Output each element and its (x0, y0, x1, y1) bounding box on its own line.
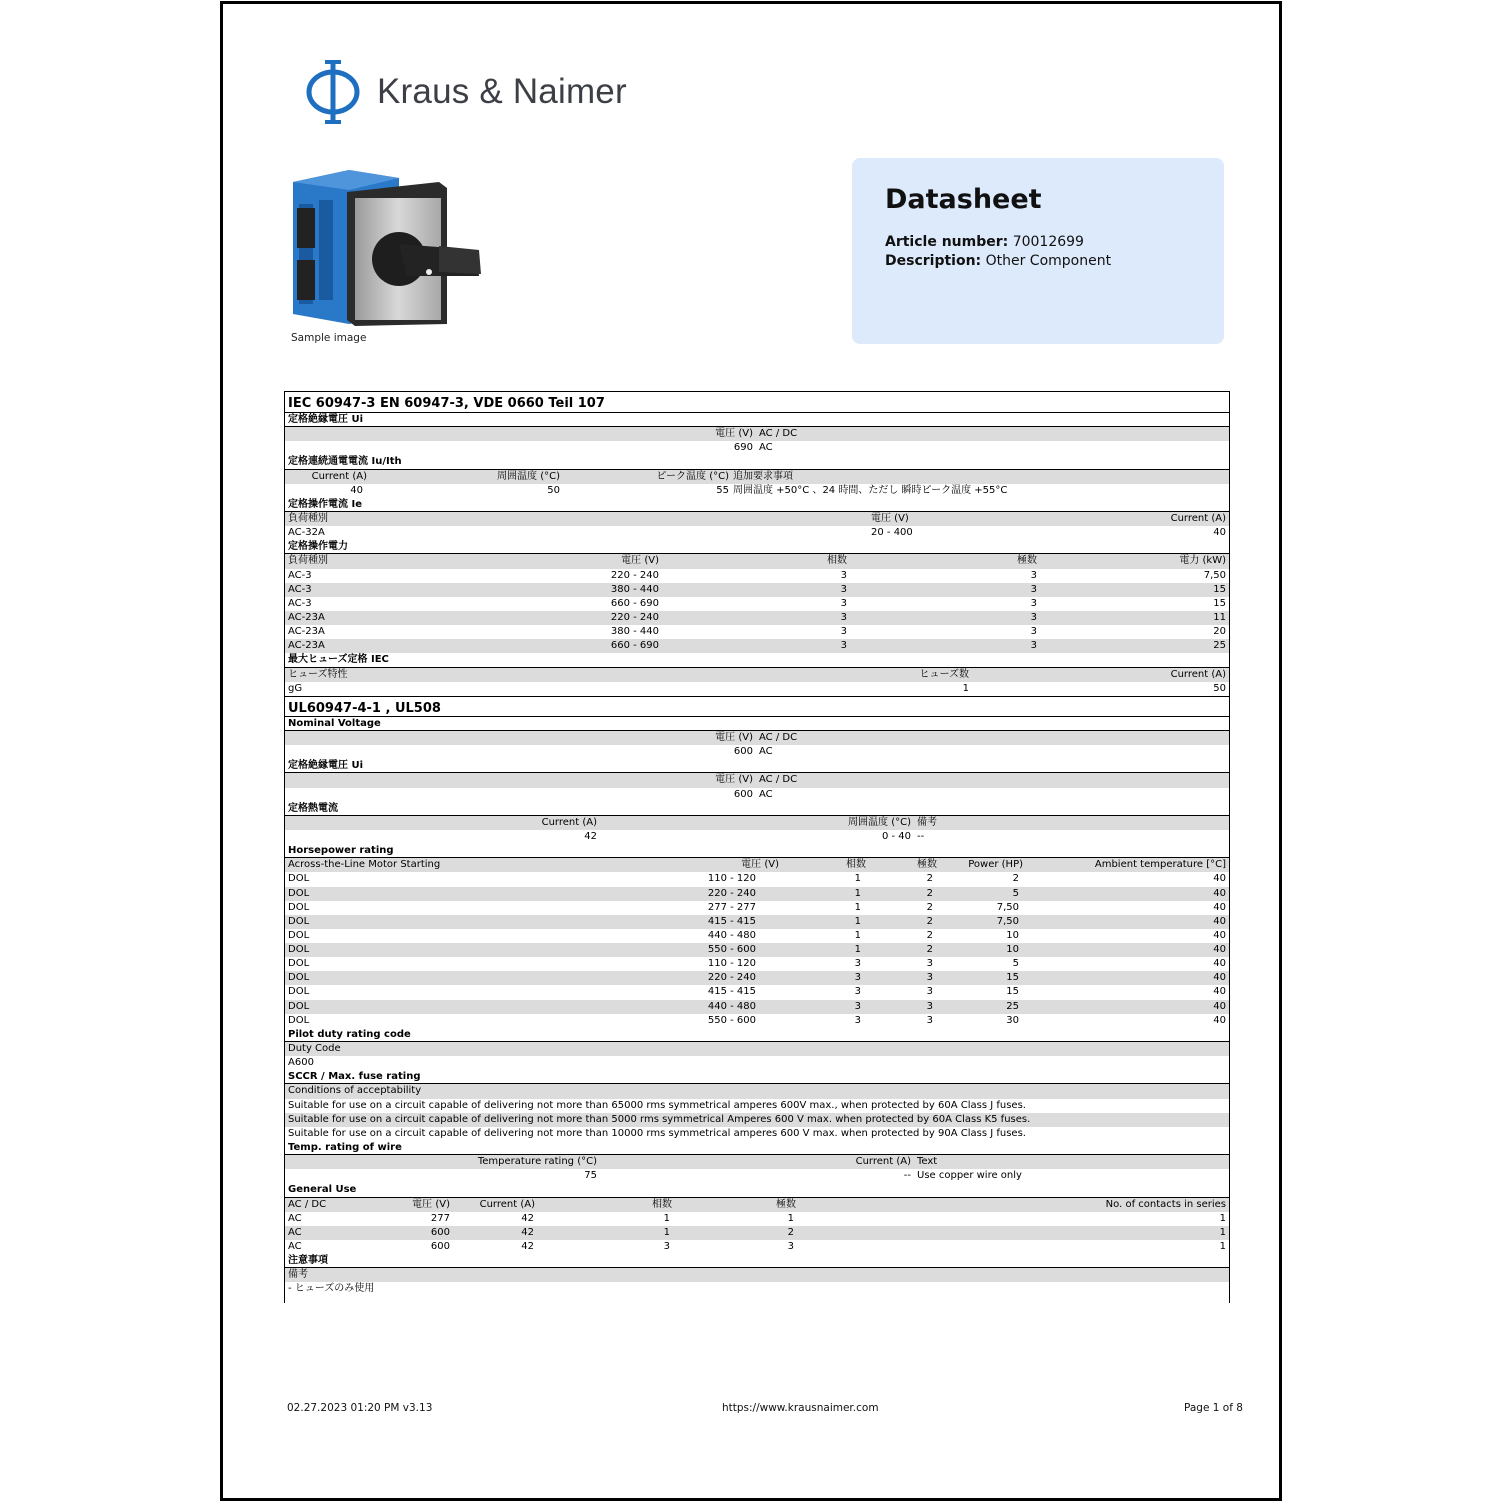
header-cell: Current (A) (1170, 668, 1226, 680)
header-cell: Across-the-Line Motor Starting (288, 859, 441, 871)
table-cell: 3 (663, 1241, 670, 1253)
table-row (285, 887, 1229, 901)
table-cell: 550 - 600 (707, 944, 756, 956)
table-cell: DOL (288, 944, 310, 956)
description-row (885, 253, 1111, 269)
header-cell: Duty Code (288, 1043, 341, 1055)
table-header (285, 1084, 1229, 1098)
table-cell: 周囲温度 +50°C 、24 時間、ただし 瞬時ピーク温度 +55°C (733, 484, 1008, 496)
table-cell: 40 (350, 484, 363, 496)
table-cell: 1 (1219, 1212, 1226, 1224)
header-cell: 周囲温度 (°C) (497, 470, 560, 482)
header-cell: Current (A) (541, 816, 597, 828)
table-cell: - ヒューズのみ使用 (288, 1283, 375, 1295)
table-row (285, 682, 1229, 696)
table-cell: DOL (288, 972, 310, 984)
table-cell: 1 (787, 1212, 794, 1224)
table-cell: 7,50 (996, 901, 1019, 913)
table-cell: 3 (840, 640, 847, 652)
table-cell: 220 - 240 (707, 972, 756, 984)
section-label: 定格連続通電電流 Iu/Ith (285, 455, 1229, 469)
product-image (289, 164, 489, 334)
section-label: 定格操作電力 (285, 540, 1229, 554)
table-cell: 600 (733, 746, 753, 758)
table-cell: 277 (430, 1212, 450, 1224)
section-label: 定格絶縁電圧 Ui (285, 413, 1229, 427)
ul-standard-title: UL60947-4-1 , UL508 (285, 696, 1229, 717)
table-cell: 380 - 440 (610, 626, 659, 638)
table-row (285, 441, 1229, 455)
table-row (285, 569, 1229, 583)
table-cell: 220 - 240 (610, 569, 659, 581)
table-cell: 1 (663, 1226, 670, 1238)
table-cell: 220 - 240 (707, 887, 756, 899)
table-cell: 50 (547, 484, 560, 496)
section-label: 定格熱電流 (285, 802, 1229, 816)
table-cell: 690 (733, 442, 753, 454)
table-cell: 15 (1006, 986, 1019, 998)
table-cell: 2 (926, 901, 933, 913)
header-cell: 極数 (1017, 555, 1037, 567)
table-cell: 415 - 415 (707, 915, 756, 927)
table-cell: DOL (288, 958, 310, 970)
table-row (285, 1212, 1229, 1226)
table-cell: 3 (854, 972, 861, 984)
header-cell: 負荷種別 (288, 512, 328, 524)
table-cell: 3 (1030, 640, 1037, 652)
table-cell: AC-23A (288, 640, 325, 652)
table-cell: -- (903, 1170, 911, 1182)
table-row (285, 1282, 1229, 1296)
table-header (285, 512, 1229, 526)
article-number-label: Article number: (885, 234, 1009, 250)
table-cell: 3 (926, 1000, 933, 1012)
table-cell: 7,50 (1203, 569, 1226, 581)
table-cell: 40 (1213, 887, 1226, 899)
sample-image-caption: Sample image (291, 332, 367, 344)
table-cell: 3 (1030, 611, 1037, 623)
table-cell: 1 (854, 915, 861, 927)
table-cell: DOL (288, 873, 310, 885)
footer-url[interactable]: https://www.krausnaimer.com (722, 1402, 879, 1414)
header-cell: Current (A) (855, 1156, 911, 1168)
table-row (285, 625, 1229, 639)
table-header (285, 1198, 1229, 1212)
section-label: SCCR / Max. fuse rating (285, 1070, 1229, 1084)
table-cell: 277 - 277 (707, 901, 756, 913)
table-row (285, 1113, 1229, 1127)
table-cell: 42 (521, 1212, 534, 1224)
table-cell: 3 (854, 958, 861, 970)
table-cell: AC-3 (288, 569, 312, 581)
table-cell: 600 (733, 788, 753, 800)
table-cell: 3 (840, 611, 847, 623)
table-cell: 42 (584, 830, 597, 842)
table-header (285, 1155, 1229, 1169)
table-cell: AC (288, 1241, 302, 1253)
table-cell: 25 (1006, 1000, 1019, 1012)
table-cell: 660 - 690 (610, 597, 659, 609)
section-label: Pilot duty rating code (285, 1028, 1229, 1042)
table-row (285, 901, 1229, 915)
header-cell: Ambient temperature [°C] (1094, 859, 1226, 871)
table-cell: 660 - 690 (610, 640, 659, 652)
header-cell: 電力 (kW) (1179, 555, 1226, 567)
table-cell: AC (759, 746, 773, 758)
header-cell: 相数 (652, 1198, 672, 1210)
table-header (285, 816, 1229, 830)
table-cell: DOL (288, 1014, 310, 1026)
table-header (285, 554, 1229, 568)
header-cell: ヒューズ数 (919, 668, 969, 680)
table-cell: 440 - 480 (707, 929, 756, 941)
table-cell: DOL (288, 1000, 310, 1012)
table-header (285, 668, 1229, 682)
header-cell: Power (HP) (968, 859, 1023, 871)
header-cell: 電圧 (V) (741, 859, 779, 871)
table-row (285, 1127, 1229, 1141)
table-cell: 1 (854, 929, 861, 941)
table-row (285, 1099, 1229, 1113)
table-cell: A600 (288, 1057, 314, 1069)
table-cell: 3 (1030, 626, 1037, 638)
header-cell: Current (A) (479, 1198, 535, 1210)
header-cell: 負荷種別 (288, 555, 328, 567)
table-row (285, 1240, 1229, 1254)
table-header (285, 731, 1229, 745)
table-row (285, 943, 1229, 957)
table-cell: 2 (926, 873, 933, 885)
table-cell: Use copper wire only (917, 1170, 1022, 1182)
table-cell: 110 - 120 (707, 958, 756, 970)
table-cell: 600 (430, 1241, 450, 1253)
header-cell: Current (A) (311, 470, 367, 482)
table-row (285, 1056, 1229, 1070)
iec-standard-title: IEC 60947-3 EN 60947-3, VDE 0660 Teil 107 (285, 392, 1229, 413)
table-cell: 75 (584, 1170, 597, 1182)
header-cell: 周囲温度 (°C) (848, 816, 911, 828)
table-cell: 600 (430, 1226, 450, 1238)
datasheet-title: Datasheet (885, 184, 1042, 215)
table-cell: AC-23A (288, 626, 325, 638)
footer-page-number: Page 1 of 8 (1184, 1402, 1243, 1414)
table-cell: 3 (1030, 583, 1037, 595)
horsepower-rows (285, 872, 1229, 1028)
header-cell: AC / DC (759, 731, 798, 743)
header-cell: AC / DC (288, 1198, 327, 1210)
table-cell: 550 - 600 (707, 1014, 756, 1026)
table-cell: AC (288, 1226, 302, 1238)
table-cell: 3 (854, 1014, 861, 1026)
header-cell: 備考 (917, 816, 937, 828)
table-cell: 7,50 (996, 915, 1019, 927)
table-cell: 40 (1213, 1014, 1226, 1026)
header-cell: 電圧 (V) (621, 555, 659, 567)
table-cell: 1 (854, 887, 861, 899)
table-row (285, 929, 1229, 943)
table-row (285, 597, 1229, 611)
table-cell: DOL (288, 929, 310, 941)
table-cell: 1 (854, 901, 861, 913)
section-label: General Use (285, 1183, 1229, 1197)
datasheet-info-box (852, 158, 1224, 344)
description-label: Description: (885, 253, 982, 269)
table-row (285, 1014, 1229, 1028)
table-header (285, 773, 1229, 787)
table-row (285, 872, 1229, 886)
table-cell: 40 (1213, 944, 1226, 956)
table-cell: Suitable for use on a circuit capable of delivering not more than 10000 rms symmetrical amperes 600 V max. when protected by 90A Class J fuses. (288, 1127, 1026, 1139)
table-row (285, 526, 1229, 540)
table-cell: 3 (926, 986, 933, 998)
table-cell: 2 (926, 929, 933, 941)
table-cell: 2 (787, 1226, 794, 1238)
header-cell: 電圧 (V) (412, 1198, 450, 1210)
table-cell: 3 (840, 569, 847, 581)
table-cell: 15 (1006, 972, 1019, 984)
table-cell: 1 (962, 682, 969, 694)
table-row (285, 830, 1229, 844)
table-cell: 2 (926, 887, 933, 899)
header-cell: 相数 (846, 859, 866, 871)
table-row (285, 639, 1229, 653)
table-cell: gG (288, 682, 303, 694)
table-cell: 415 - 415 (707, 986, 756, 998)
table-row (285, 788, 1229, 802)
table-cell: Suitable for use on a circuit capable of delivering not more than 65000 rms symmetrical amperes 600V max., when protected by 60A Class J fuses. (288, 1099, 1026, 1111)
section-label: 定格絶縁電圧 Ui (285, 759, 1229, 773)
table-header (285, 470, 1229, 484)
header-cell: AC / DC (759, 428, 798, 440)
table-row (285, 484, 1229, 498)
header-cell: 電圧 (V) (715, 428, 753, 440)
phi-logo-icon (305, 58, 363, 126)
table-cell: -- (917, 830, 925, 842)
table-cell: 40 (1213, 527, 1226, 539)
section-label: Horsepower rating (285, 844, 1229, 858)
table-cell: AC-32A (288, 527, 325, 539)
table-cell: 42 (521, 1241, 534, 1253)
header-cell: 電圧 (V) (715, 774, 753, 786)
table-cell: DOL (288, 887, 310, 899)
description-value: Other Component (985, 253, 1112, 269)
section-label: 最大ヒューズ定格 IEC (285, 653, 1229, 667)
header-cell: ヒューズ特性 (288, 668, 348, 680)
table-cell: 40 (1213, 986, 1226, 998)
table-cell: 220 - 240 (610, 611, 659, 623)
table-header (285, 1268, 1229, 1282)
table-cell: 3 (854, 1000, 861, 1012)
table-cell: AC (288, 1212, 302, 1224)
table-cell: 55 (716, 484, 729, 496)
table-cell: 3 (840, 626, 847, 638)
header-cell: ピーク温度 (°C) (656, 470, 729, 482)
header-cell: 相数 (827, 555, 847, 567)
general-use-rows (285, 1212, 1229, 1254)
table-cell: 10 (1006, 929, 1019, 941)
table-row (285, 971, 1229, 985)
section-label: 注意事項 (285, 1254, 1229, 1268)
table-cell: 3 (926, 1014, 933, 1026)
table-cell: 380 - 440 (610, 583, 659, 595)
brand-name: Kraus & Naimer (377, 72, 627, 111)
table-row (285, 915, 1229, 929)
table-cell: 20 - 400 (871, 527, 913, 539)
datasheet-page (220, 1, 1282, 1501)
header-cell: 電圧 (V) (715, 731, 753, 743)
table-cell: DOL (288, 901, 310, 913)
section-label: Nominal Voltage (285, 717, 1229, 731)
table-row (285, 1000, 1229, 1014)
header-cell: Current (A) (1170, 512, 1226, 524)
table-cell: 11 (1213, 611, 1226, 623)
table-row (285, 745, 1229, 759)
table-cell: 0 - 40 (881, 830, 911, 842)
table-cell: 1 (663, 1212, 670, 1224)
table-cell: 40 (1213, 873, 1226, 885)
table-row (285, 611, 1229, 625)
section-label: Temp. rating of wire (285, 1141, 1229, 1155)
table-cell: 20 (1213, 626, 1226, 638)
table-cell: 25 (1213, 640, 1226, 652)
table-cell: AC-23A (288, 611, 325, 623)
table-cell: 440 - 480 (707, 1000, 756, 1012)
table-cell: AC-3 (288, 583, 312, 595)
table-cell: 5 (1012, 887, 1019, 899)
table-cell: 40 (1213, 972, 1226, 984)
table-cell: DOL (288, 915, 310, 927)
table-header (285, 1042, 1229, 1056)
table-cell: 5 (1012, 958, 1019, 970)
header-cell: 追加要求事項 (733, 470, 793, 482)
table-cell: 1 (1219, 1226, 1226, 1238)
table-cell: 3 (926, 972, 933, 984)
article-number-row (885, 234, 1084, 250)
table-header (285, 858, 1229, 872)
table-cell: AC (759, 442, 773, 454)
table-cell: 3 (840, 583, 847, 595)
table-cell: 2 (1012, 873, 1019, 885)
section-label: 定格操作電流 Ie (285, 498, 1229, 512)
table-cell: 2 (926, 944, 933, 956)
table-cell: 1 (1219, 1241, 1226, 1253)
table-cell: 15 (1213, 583, 1226, 595)
header-cell: AC / DC (759, 774, 798, 786)
header-cell: 電圧 (V) (871, 512, 909, 524)
table-row (285, 985, 1229, 999)
footer-date: 02.27.2023 01:20 PM v3.13 (287, 1402, 433, 1414)
table-header (285, 427, 1229, 441)
header-cell: 極数 (776, 1198, 796, 1210)
header-cell: 極数 (917, 859, 937, 871)
table-cell: 3 (926, 958, 933, 970)
table-cell: 40 (1213, 915, 1226, 927)
table-cell: 40 (1213, 901, 1226, 913)
table-row (285, 583, 1229, 597)
table-cell: AC (759, 788, 773, 800)
header-cell: 備考 (288, 1269, 308, 1281)
table-cell: DOL (288, 986, 310, 998)
table-cell: 3 (854, 986, 861, 998)
table-cell: 1 (854, 944, 861, 956)
table-cell: 50 (1213, 682, 1226, 694)
table-cell: 3 (1030, 597, 1037, 609)
table-cell: 30 (1006, 1014, 1019, 1026)
table-cell: 40 (1213, 1000, 1226, 1012)
table-cell: 42 (521, 1226, 534, 1238)
table-cell: 2 (926, 915, 933, 927)
table-cell: 3 (1030, 569, 1037, 581)
spec-tables (284, 391, 1230, 1303)
table-cell: 40 (1213, 958, 1226, 970)
article-number-value: 70012699 (1012, 234, 1084, 250)
table-cell: AC-3 (288, 597, 312, 609)
table-row (285, 1169, 1229, 1183)
table-cell: 3 (840, 597, 847, 609)
table-row (285, 957, 1229, 971)
table-cell: 40 (1213, 929, 1226, 941)
header-cell: No. of contacts in series (1105, 1198, 1226, 1210)
table-cell: 110 - 120 (707, 873, 756, 885)
table-row (285, 1226, 1229, 1240)
header-cell: Text (917, 1156, 938, 1168)
header-cell: Temperature rating (°C) (477, 1156, 597, 1168)
table-cell: 15 (1213, 597, 1226, 609)
table-cell: 10 (1006, 944, 1019, 956)
header-cell: Conditions of acceptability (288, 1085, 422, 1097)
table-cell: 1 (854, 873, 861, 885)
table-cell: 3 (787, 1241, 794, 1253)
table-cell: Suitable for use on a circuit capable of delivering not more than 5000 rms symmetrical Amperes 600 V max. when protected by 60A Class K5 fuses. (288, 1113, 1031, 1125)
